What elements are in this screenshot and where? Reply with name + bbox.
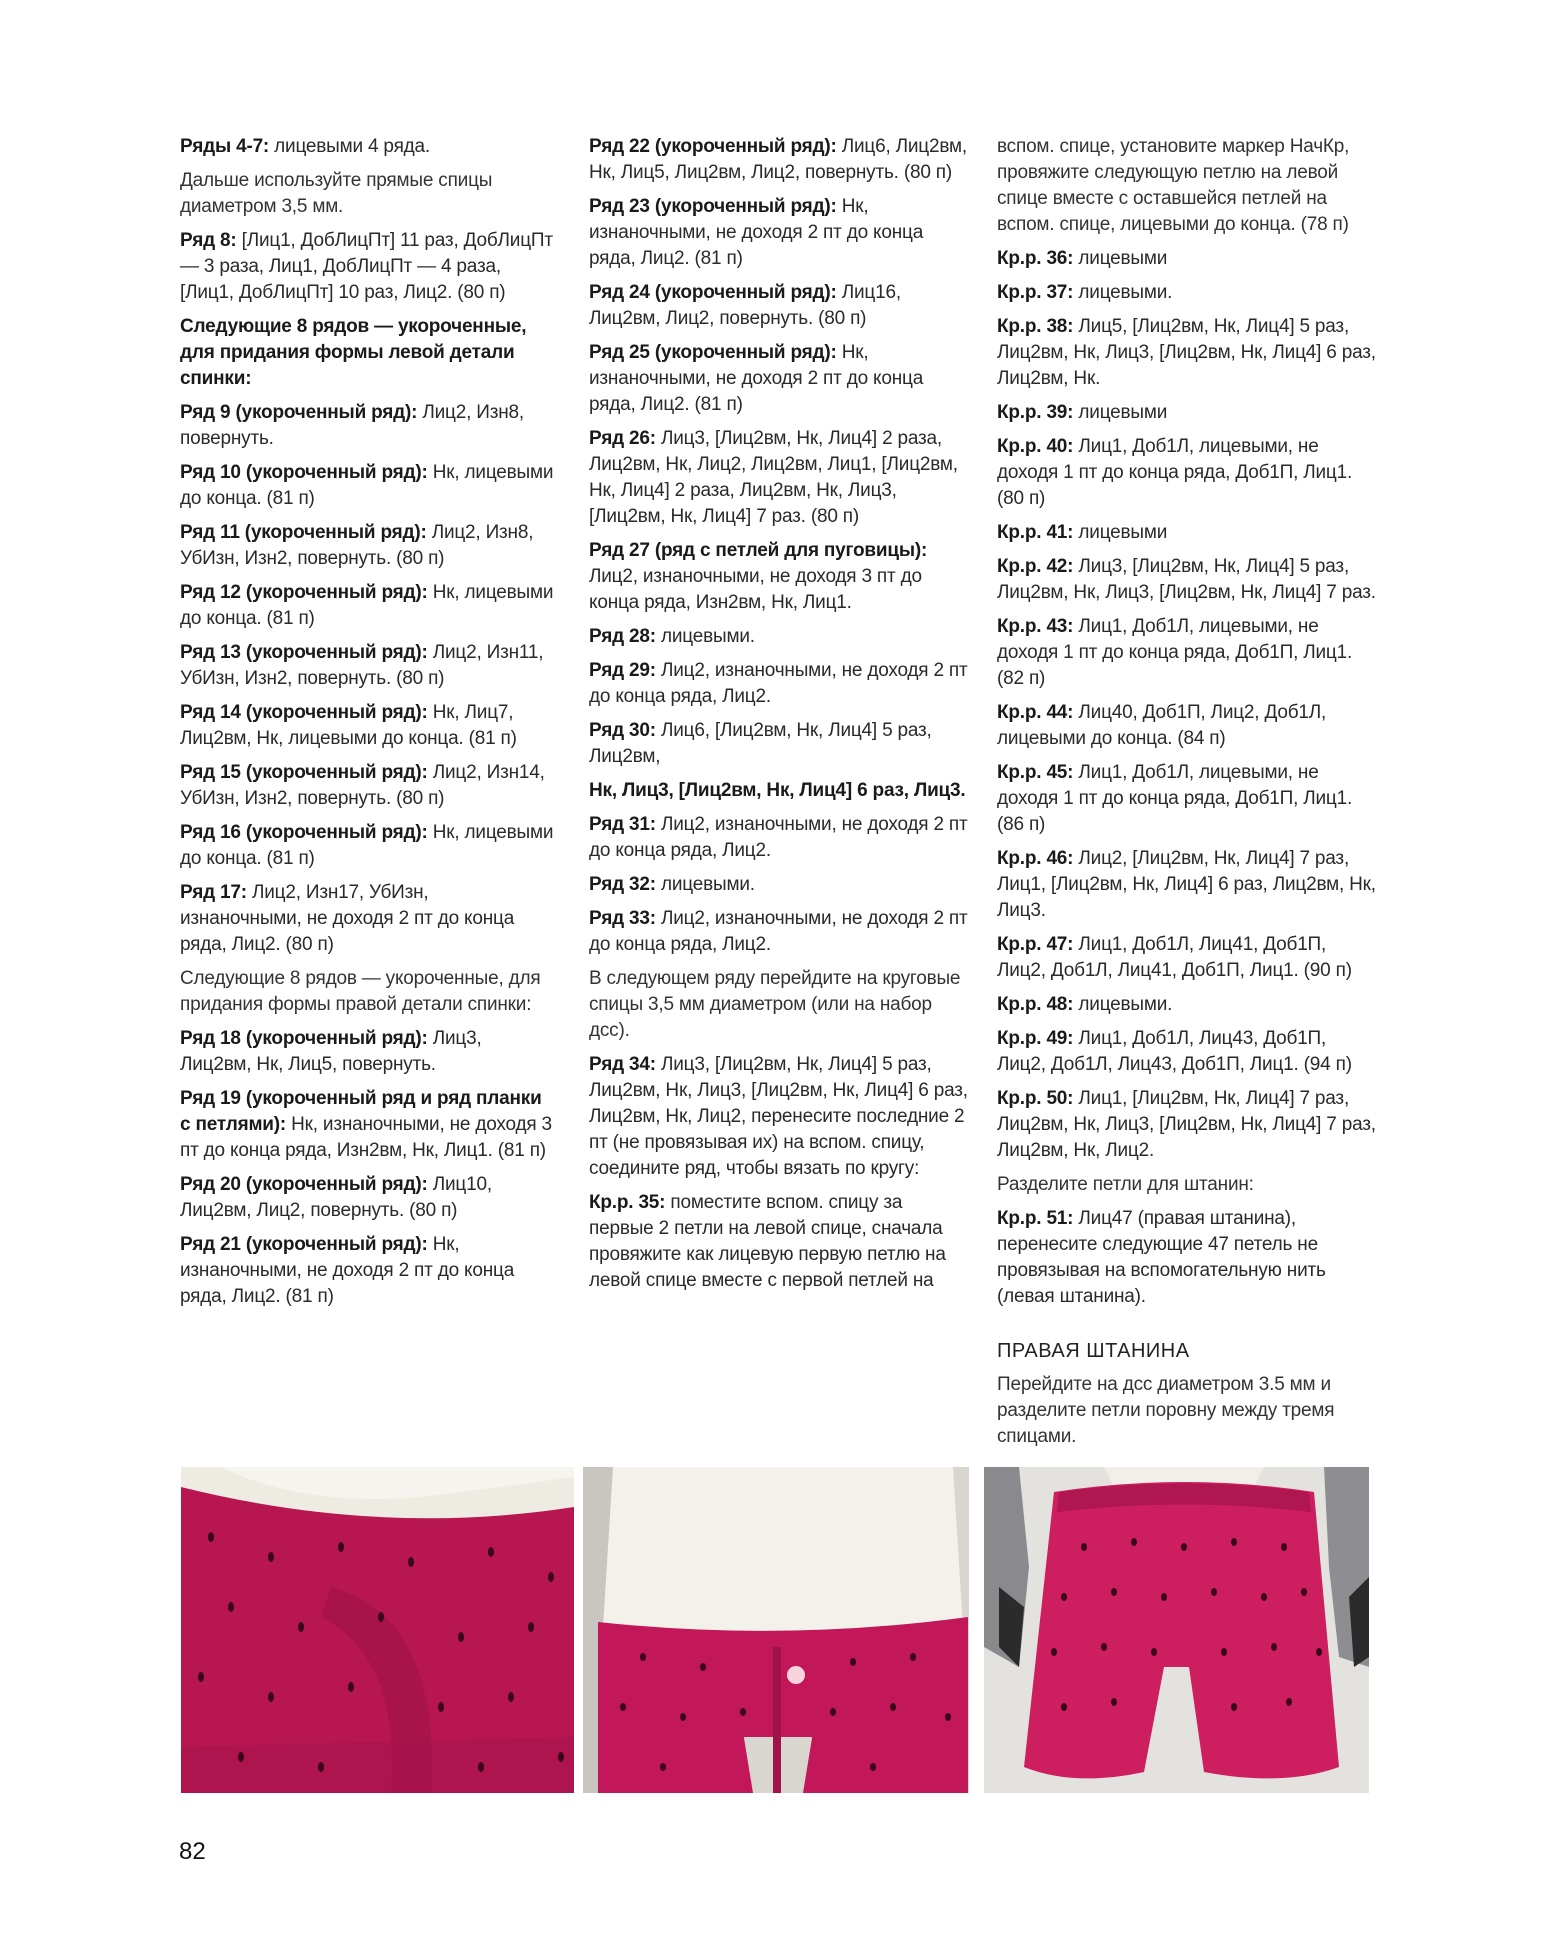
instruction-row bbox=[180, 1026, 555, 1078]
row-text: лицевыми. bbox=[1073, 994, 1173, 1015]
bold-instruction: Нк, Лиц3, [Лиц2вм, Нк, Лиц4] 6 раз, Лиц3. bbox=[589, 780, 966, 801]
row-label: Ряд 32: bbox=[589, 874, 656, 895]
row-text: Лиц2, Изн8, УбИзн, Изн2, повернуть. (80 п) bbox=[180, 522, 534, 569]
row-label: Кр.р. 37: bbox=[997, 282, 1074, 303]
instruction-paragraph: Следующие 8 рядов — укороченные, для придания формы правой детали спинки: bbox=[180, 968, 541, 1015]
row-text: поместите вспом. спицу за первые 2 петли на левой спице, сначала провяжите как лицевую первую петлю на левой спице вместе с первой петлей на bbox=[589, 1192, 946, 1291]
instruction-row bbox=[997, 1026, 1377, 1078]
instruction-row bbox=[589, 812, 969, 864]
instruction-row bbox=[589, 280, 969, 332]
row-label: Ряд 12 (укороченный ряд): bbox=[180, 582, 428, 603]
row-label: Ряд 18 (укороченный ряд): bbox=[180, 1028, 428, 1049]
row-text: Лиц6, [Лиц2вм, Нк, Лиц4] 5 раз, Лиц2вм, bbox=[589, 720, 932, 767]
row-label: Кр.р. 45: bbox=[997, 762, 1074, 783]
row-text: Лиц40, Доб1П, Лиц2, Доб1Л, лицевыми до конца. (84 п) bbox=[997, 702, 1327, 749]
photo-shorts-front bbox=[984, 1467, 1369, 1793]
instruction-row bbox=[180, 580, 555, 632]
row-text: лицевыми. bbox=[655, 874, 755, 895]
instruction-row bbox=[180, 760, 555, 812]
instruction-row bbox=[997, 280, 1377, 306]
instruction-row bbox=[589, 1190, 969, 1294]
row-text: Лиц2, изнаночными, не доходя 2 пт до конца ряда, Лиц2. bbox=[589, 814, 968, 861]
instruction-paragraph: Дальше используйте прямые спицы диаметром 3,5 мм. bbox=[180, 170, 493, 217]
instruction-row bbox=[589, 538, 969, 616]
row-text: лицевыми. bbox=[655, 626, 755, 647]
row-label: Ряд 22 (укороченный ряд): bbox=[589, 136, 837, 157]
row-label: Ряд 31: bbox=[589, 814, 656, 835]
row-text: лицевыми bbox=[1073, 402, 1168, 423]
row-label: Кр.р. 44: bbox=[997, 702, 1074, 723]
text-column-1 bbox=[180, 134, 555, 1318]
instruction-row bbox=[997, 1206, 1377, 1310]
row-label: Ряды 4-7: bbox=[180, 136, 270, 157]
row-text: Лиц2, изнаночными, не доходя 3 пт до конца ряда, Изн2вм, Нк, Лиц1. bbox=[589, 566, 922, 613]
row-label: Ряд 9 (укороченный ряд): bbox=[180, 402, 418, 423]
row-label: Кр.р. 48: bbox=[997, 994, 1074, 1015]
row-text: Лиц3, [Лиц2вм, Нк, Лиц4] 5 раз, Лиц2вм, Нк, Лиц3, [Лиц2вм, Нк, Лиц4] 7 раз. bbox=[997, 556, 1376, 603]
row-text: Лиц1, Доб1Л, лицевыми, не доходя 1 пт до конца ряда, Доб1П, Лиц1. (82 п) bbox=[997, 616, 1353, 689]
instruction-row bbox=[589, 194, 969, 272]
section-title: ПРАВАЯ ШТАНИНА bbox=[997, 1340, 1190, 1362]
instruction-row bbox=[180, 700, 555, 752]
instruction-row bbox=[997, 700, 1377, 752]
instruction-row bbox=[180, 400, 555, 452]
instruction-row bbox=[180, 520, 555, 572]
row-label: Кр.р. 40: bbox=[997, 436, 1074, 457]
row-label: Кр.р. 51: bbox=[997, 1208, 1074, 1229]
row-text: лицевыми bbox=[1073, 522, 1168, 543]
row-label: Кр.р. 36: bbox=[997, 248, 1074, 269]
instruction-paragraph: вспом. спице, установите маркер НачКр, провяжите следующую петлю на левой спице вместе с оставшейся петлей на вспом. спице, лицевыми до конца. (78 п) bbox=[997, 136, 1350, 235]
instruction-row bbox=[589, 1052, 969, 1182]
row-text: Нк, изнаночными, не доходя 3 пт до конца ряда, Изн2вм, Нк, Лиц1. (81 п) bbox=[180, 1114, 552, 1161]
row-text: лицевыми. bbox=[1073, 282, 1173, 303]
knitted-shorts-image bbox=[181, 1467, 574, 1793]
instruction-row bbox=[180, 134, 555, 160]
row-text: Лиц2, Изн8, повернуть. bbox=[180, 402, 524, 449]
text-column-3 bbox=[997, 134, 1377, 1458]
photo-shorts-back-left bbox=[181, 1467, 574, 1793]
row-label: Ряд 8: bbox=[180, 230, 237, 251]
instruction-paragraph: Перейдите на дсс диаметром 3.5 мм и разделите петли поровну между тремя спицами. bbox=[997, 1374, 1335, 1447]
row-label: Кр.р. 47: bbox=[997, 934, 1074, 955]
row-label: Ряд 23 (укороченный ряд): bbox=[589, 196, 837, 217]
instruction-row bbox=[180, 1086, 555, 1164]
instruction-row bbox=[589, 872, 969, 898]
row-text: Лиц2, Изн14, УбИзн, Изн2, повернуть. (80 п) bbox=[180, 762, 545, 809]
row-text: Лиц6, Лиц2вм, Нк, Лиц5, Лиц2вм, Лиц2, повернуть. (80 п) bbox=[589, 136, 967, 183]
instruction-row bbox=[997, 846, 1377, 924]
row-label: Ряд 24 (укороченный ряд): bbox=[589, 282, 837, 303]
row-text: Лиц5, [Лиц2вм, Нк, Лиц4] 5 раз, Лиц2вм, Нк, Лиц3, [Лиц2вм, Нк, Лиц4] 6 раз, Лиц2вм, Нк. bbox=[997, 316, 1376, 389]
photo-shorts-button bbox=[583, 1467, 969, 1793]
row-label: Ряд 16 (укороченный ряд): bbox=[180, 822, 428, 843]
row-label: Ряд 19 (укороченный ряд и ряд планки с петлями): bbox=[180, 1088, 542, 1135]
row-label: Ряд 26: bbox=[589, 428, 656, 449]
row-text: Нк, Лиц7, Лиц2вм, Нк, лицевыми до конца. (81 п) bbox=[180, 702, 517, 749]
row-label: Кр.р. 39: bbox=[997, 402, 1074, 423]
instruction-row bbox=[180, 880, 555, 958]
instruction-row bbox=[180, 1172, 555, 1224]
row-text: Лиц3, Лиц2вм, Нк, Лиц5, повернуть. bbox=[180, 1028, 482, 1075]
instruction-row bbox=[180, 228, 555, 306]
knitted-shorts-button-image bbox=[583, 1467, 969, 1793]
instruction-row bbox=[180, 820, 555, 872]
row-text: Лиц3, [Лиц2вм, Нк, Лиц4] 2 раза, Лиц2вм, Нк, Лиц2, Лиц2вм, Лиц1, [Лиц2вм, Нк, Лиц4] 2 раза, Лиц2вм, Нк, Лиц3, [Лиц2вм, Нк, Лиц4] 7 раз. (80 п) bbox=[589, 428, 958, 527]
instruction-row bbox=[997, 932, 1377, 984]
instruction-row bbox=[997, 992, 1377, 1018]
instruction-row bbox=[180, 460, 555, 512]
row-text: Нк, лицевыми до конца. (81 п) bbox=[180, 462, 554, 509]
row-label: Ряд 14 (укороченный ряд): bbox=[180, 702, 428, 723]
row-text: Лиц1, Доб1Л, Лиц43, Доб1П, Лиц2, Доб1Л, Лиц43, Доб1П, Лиц1. (94 п) bbox=[997, 1028, 1352, 1075]
instruction-row bbox=[997, 614, 1377, 692]
row-text: Лиц1, Доб1Л, Лиц41, Доб1П, Лиц2, Доб1Л, Лиц41, Доб1П, Лиц1. (90 п) bbox=[997, 934, 1352, 981]
instruction-row bbox=[997, 760, 1377, 838]
row-label: Ряд 20 (укороченный ряд): bbox=[180, 1174, 428, 1195]
instruction-row bbox=[589, 718, 969, 770]
instruction-row bbox=[997, 434, 1377, 512]
instruction-row bbox=[589, 906, 969, 958]
row-text: лицевыми 4 ряда. bbox=[269, 136, 431, 157]
row-text: Нк, изнаночными, не доходя 2 пт до конца ряда, Лиц2. (81 п) bbox=[589, 196, 924, 269]
row-text: Лиц10, Лиц2вм, Лиц2, повернуть. (80 п) bbox=[180, 1174, 492, 1221]
instruction-row bbox=[589, 340, 969, 418]
page-number: 82 bbox=[179, 1838, 206, 1865]
row-label: Ряд 29: bbox=[589, 660, 656, 681]
row-label: Ряд 34: bbox=[589, 1054, 656, 1075]
row-text: Нк, изнаночными, не доходя 2 пт до конца ряда, Лиц2. (81 п) bbox=[589, 342, 924, 415]
instruction-paragraph: В следующем ряду перейдите на круговые спицы 3,5 мм диаметром (или на набор дсс). bbox=[589, 968, 961, 1041]
instruction-row bbox=[589, 134, 969, 186]
row-label: Ряд 13 (укороченный ряд): bbox=[180, 642, 428, 663]
row-label: Ряд 25 (укороченный ряд): bbox=[589, 342, 837, 363]
instruction-row bbox=[589, 658, 969, 710]
row-text: лицевыми bbox=[1073, 248, 1168, 269]
row-text: Лиц47 (правая штанина), перенесите следующие 47 петель не провязывая на вспомогательную нить (левая штанина). bbox=[997, 1208, 1326, 1307]
instruction-row bbox=[589, 426, 969, 530]
row-label: Ряд 10 (укороченный ряд): bbox=[180, 462, 428, 483]
text-column-2 bbox=[589, 134, 969, 1302]
row-label: Ряд 11 (укороченный ряд): bbox=[180, 522, 427, 543]
row-text: Нк, лицевыми до конца. (81 п) bbox=[180, 582, 554, 629]
row-text: Лиц1, Доб1Л, лицевыми, не доходя 1 пт до конца ряда, Доб1П, Лиц1. (80 п) bbox=[997, 436, 1353, 509]
instruction-row bbox=[589, 624, 969, 650]
row-text: Лиц2, изнаночными, не доходя 2 пт до конца ряда, Лиц2. bbox=[589, 908, 968, 955]
row-label: Кр.р. 41: bbox=[997, 522, 1074, 543]
row-label: Кр.р. 49: bbox=[997, 1028, 1074, 1049]
instruction-row bbox=[180, 1232, 555, 1310]
row-label: Ряд 33: bbox=[589, 908, 656, 929]
instruction-row bbox=[997, 246, 1377, 272]
row-label: Ряд 17: bbox=[180, 882, 247, 903]
instruction-row bbox=[997, 520, 1377, 546]
instruction-row bbox=[997, 1086, 1377, 1164]
row-label: Ряд 27 (ряд с петлей для пуговицы): bbox=[589, 540, 928, 561]
row-text: Лиц1, [Лиц2вм, Нк, Лиц4] 7 раз, Лиц2вм, Нк, Лиц3, [Лиц2вм, Нк, Лиц4] 7 раз, Лиц2вм, Нк, Лиц2. bbox=[997, 1088, 1376, 1161]
instruction-row bbox=[997, 554, 1377, 606]
instruction-row bbox=[997, 314, 1377, 392]
row-label: Ряд 15 (укороченный ряд): bbox=[180, 762, 428, 783]
instruction-paragraph: Разделите петли для штанин: bbox=[997, 1174, 1254, 1195]
row-text: [Лиц1, ДобЛицПт] 11 раз, ДобЛицПт — 3 раза, Лиц1, ДобЛицПт — 4 раза, [Лиц1, ДобЛицПт] 10 раз, Лиц2. (80 п) bbox=[180, 230, 553, 303]
row-text: Нк, изнаночными, не доходя 2 пт до конца ряда, Лиц2. (81 п) bbox=[180, 1234, 515, 1307]
row-text: Лиц2, Изн17, УбИзн, изнаночными, не доходя 2 пт до конца ряда, Лиц2. (80 п) bbox=[180, 882, 515, 955]
row-label: Ряд 21 (укороченный ряд): bbox=[180, 1234, 428, 1255]
instruction-row bbox=[997, 400, 1377, 426]
row-text: Лиц2, Изн11, УбИзн, Изн2, повернуть. (80 п) bbox=[180, 642, 544, 689]
row-text: Лиц2, [Лиц2вм, Нк, Лиц4] 7 раз, Лиц1, [Лиц2вм, Нк, Лиц4] 6 раз, Лиц2вм, Нк, Лиц3. bbox=[997, 848, 1376, 921]
row-text: Лиц2, изнаночными, не доходя 2 пт до конца ряда, Лиц2. bbox=[589, 660, 968, 707]
row-label: Кр.р. 38: bbox=[997, 316, 1074, 337]
row-label: Кр.р. 46: bbox=[997, 848, 1074, 869]
row-label: Кр.р. 50: bbox=[997, 1088, 1074, 1109]
knitted-shorts-front-image bbox=[984, 1467, 1369, 1793]
row-text: Лиц3, [Лиц2вм, Нк, Лиц4] 5 раз, Лиц2вм, Нк, Лиц3, [Лиц2вм, Нк, Лиц4] 6 раз, Лиц2вм, Нк, Лиц2, перенесите последние 2 пт (не провязывая их) на вспом. спицу, соедините ряд, чтобы вязать по кругу: bbox=[589, 1054, 968, 1179]
row-label: Ряд 28: bbox=[589, 626, 656, 647]
row-label: Ряд 30: bbox=[589, 720, 656, 741]
row-label: Кр.р. 35: bbox=[589, 1192, 666, 1213]
row-label: Кр.р. 43: bbox=[997, 616, 1074, 637]
row-text: Лиц1, Доб1Л, лицевыми, не доходя 1 пт до конца ряда, Доб1П, Лиц1. (86 п) bbox=[997, 762, 1353, 835]
bold-instruction: Следующие 8 рядов — укороченные, для придания формы левой детали спинки: bbox=[180, 316, 527, 389]
row-text: Нк, лицевыми до конца. (81 п) bbox=[180, 822, 554, 869]
row-label: Кр.р. 42: bbox=[997, 556, 1074, 577]
instruction-row bbox=[180, 640, 555, 692]
row-text: Лиц16, Лиц2вм, Лиц2, повернуть. (80 п) bbox=[589, 282, 901, 329]
